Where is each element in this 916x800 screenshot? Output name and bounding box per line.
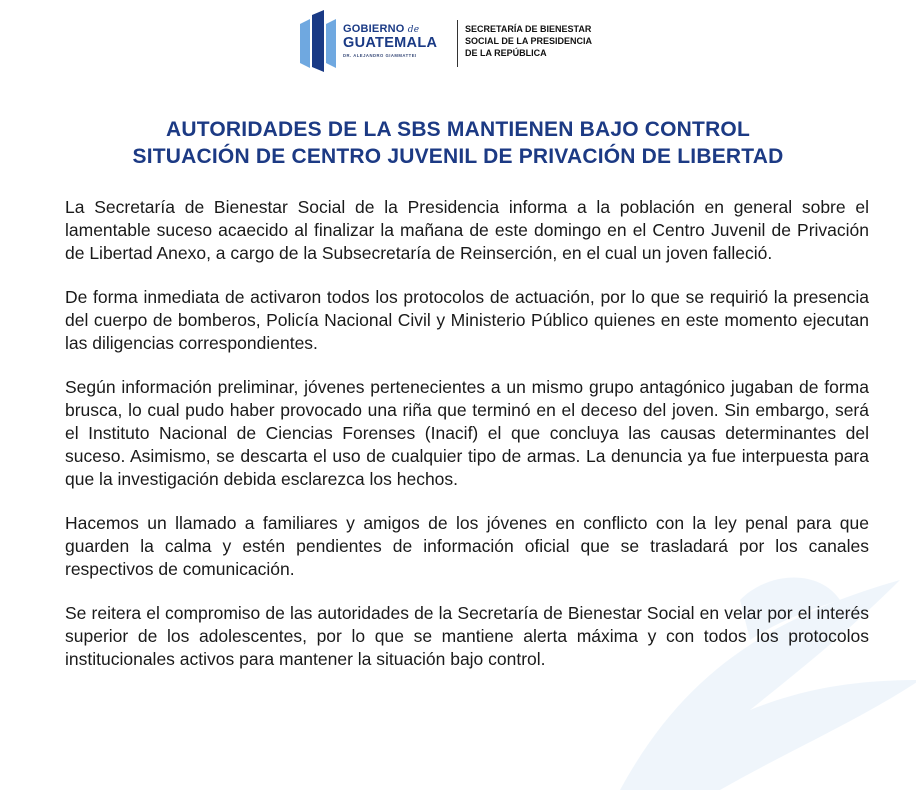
press-release-title: [40, 116, 876, 170]
press-release-body: [65, 196, 869, 692]
paragraph: De forma inmediata de activaron todos los protocolos de actuación, por lo que se requirió la presencia del cuerpo de bomberos, Policía Nacional Civil y Ministerio Público quienes en este momento ejecutan las diligencias correspondientes.: [65, 287, 869, 353]
paragraph: La Secretaría de Bienestar Social de la Presidencia informa a la población en general sobre el lamentable suceso acaecido al finalizar la mañana de este domingo en el Centro Juvenil de Privación de Libertad Anexo, a cargo de la Subsecretaría de Reinserción, en el cual un joven falleció.: [65, 197, 869, 263]
logo-guatemala-text: GUATEMALA: [343, 35, 438, 51]
paragraph: Según información preliminar, jóvenes pertenecientes a un mismo grupo antagónico jugaban de forma brusca, lo cual pudo haber provocado una riña que terminó en el deceso del joven. Sin embargo, será el Instituto Nacional de Ciencias Forenses (Inacif) el que concluya las causas determinantes del suceso. Asimismo, se descarta el uso de cualquier tipo de armas. La denuncia ya fue interpuesta para que la investigación debida esclarezca los hechos.: [65, 377, 869, 489]
logo-gobierno-text: GOBIERNO: [343, 23, 405, 35]
letterhead: [0, 10, 916, 72]
paragraph: Hacemos un llamado a familiares y amigos de los jóvenes en conflicto con la ley penal para que guarden la calma y estén pendientes de información oficial que se trasladará por los canales respectivos de comunicación.: [65, 513, 869, 579]
paragraph: Se reitera el compromiso de las autoridades de la Secretaría de Bienestar Social en velar por el interés superior de los adolescentes, por lo que se mantiene alerta máxima y con todos los protocolos institucionales activos para mantener la situación bajo control.: [65, 603, 869, 669]
secretariat-line-3: DE LA REPÚBLICA: [465, 48, 547, 58]
secretariat-line-1: SECRETARÍA DE BIENESTAR: [465, 24, 592, 34]
secretariat-name: [465, 23, 665, 59]
guatemala-flag-bars-icon: [296, 10, 340, 72]
logo-de-text: de: [407, 25, 420, 35]
title-line-2: SITUACIÓN DE CENTRO JUVENIL DE PRIVACIÓN DE LIBERTAD: [132, 145, 784, 169]
header-divider: [457, 20, 458, 67]
secretariat-line-2: SOCIAL DE LA PRESIDENCIA: [465, 36, 593, 46]
logo-president-text: DR. ALEJANDRO GIAMMATTEI: [343, 53, 417, 58]
title-line-1: AUTORIDADES DE LA SBS MANTIENEN BAJO CONTROL: [166, 118, 750, 142]
